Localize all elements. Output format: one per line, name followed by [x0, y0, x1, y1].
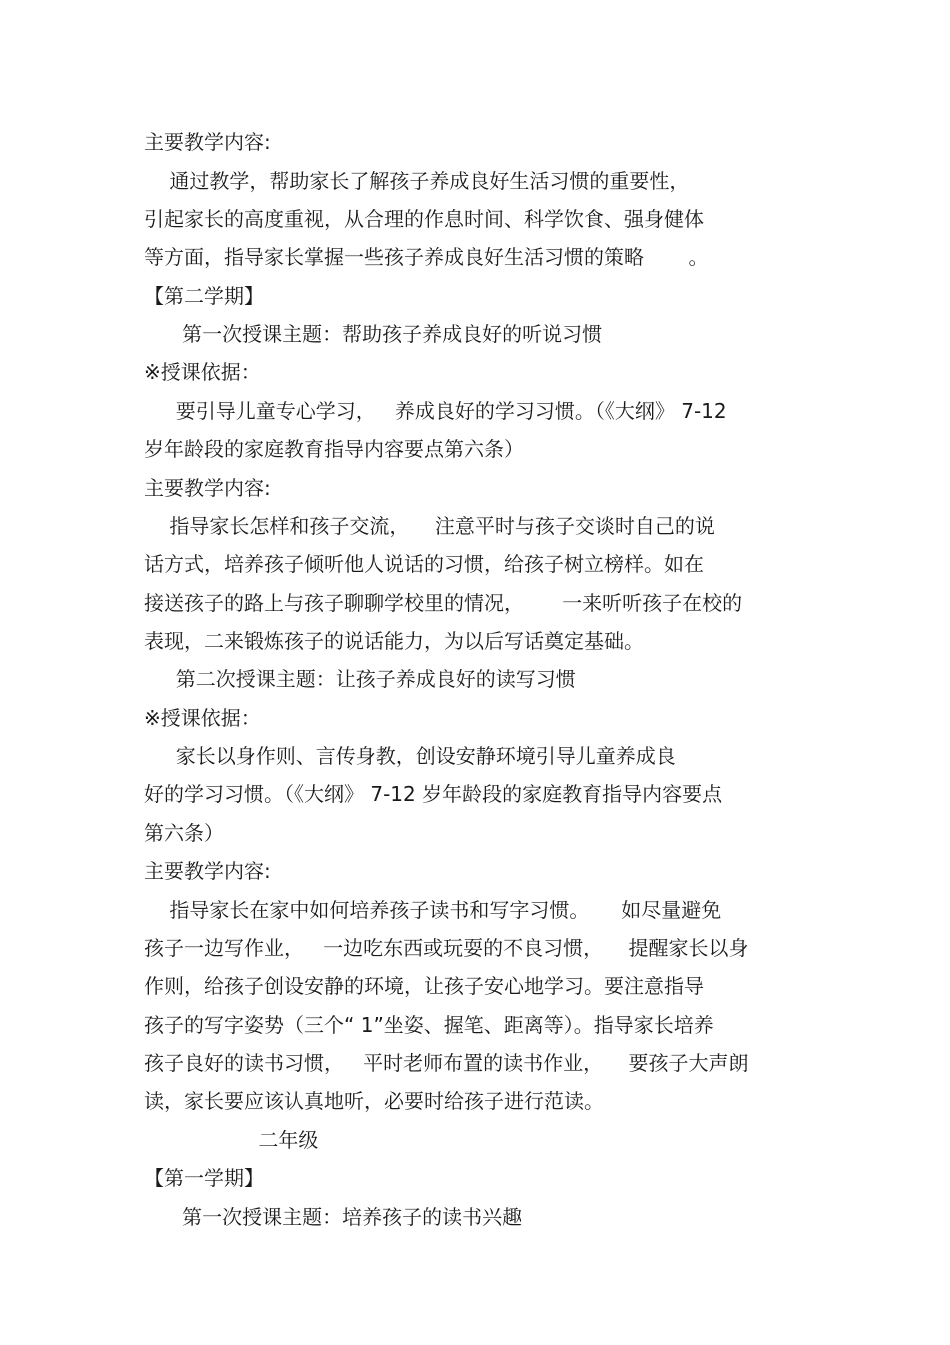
text-line: ※授课依据： — [144, 360, 261, 384]
text-line: 主要教学内容: — [144, 476, 271, 500]
text-line: 孩子的写字姿势（三个“ 1”坐姿、握笔、距离等）。指导家长培养 — [144, 1013, 714, 1037]
text-line: ※授课依据： — [144, 706, 261, 730]
text-line: 指导家长怎样和孩子交流， 注意平时与孩子交谈时自己的说 — [144, 514, 715, 538]
text-line: 岁年龄段的家庭教育指导内容要点第六条） — [144, 437, 524, 461]
lesson-topic: 第一次授课主题：帮助孩子养成良好的听说习惯 — [144, 322, 603, 346]
text-line: 接送孩子的路上与孩子聊聊学校里的情况， 一来听听孩子在校的 — [144, 591, 743, 615]
text-line: 通过教学，帮助家长了解孩子养成良好生活习惯的重要性， — [144, 169, 690, 193]
text-line: 作则，给孩子创设安静的环境，让孩子安心地学习。要注意指导 — [144, 974, 704, 998]
text-line: 要引导儿童专心学习， 养成良好的学习习惯。（《大纲》 7-12 — [144, 399, 727, 423]
text-line: 引起家长的高度重视，从合理的作息时间、科学饮食、强身健体 — [144, 207, 704, 231]
text-line: 孩子良好的读书习惯， 平时老师布置的读书作业， 要孩子大声朗 — [144, 1051, 749, 1075]
section-heading: 【第二学期】 — [144, 284, 264, 308]
text-line: 读，家长要应该认真地听，必要时给孩子进行范读。 — [144, 1089, 604, 1113]
text-line: 主要教学内容: — [144, 130, 271, 154]
text-line: 家长以身作则、言传身教，创设安静环境引导儿童养成良 — [144, 744, 676, 768]
text-line: 指导家长在家中如何培养孩子读书和写字习惯。 如尽量避免 — [144, 898, 722, 922]
text-line: 话方式，培养孩子倾听他人说话的习惯，给孩子树立榜样。如在 — [144, 552, 704, 576]
text-line: 第六条） — [144, 821, 224, 845]
text-line: 表现，二来锻炼孩子的说话能力，为以后写话奠定基础。 — [144, 629, 644, 653]
section-heading: 【第一学期】 — [144, 1166, 264, 1190]
text-line: 好的学习习惯。（《大纲》 7-12 岁年龄段的家庭教育指导内容要点 — [144, 782, 723, 806]
grade-heading: 二年级 — [144, 1128, 319, 1152]
text-line: 主要教学内容: — [144, 859, 271, 883]
text-line: 等方面，指导家长掌握一些孩子养成良好生活习惯的策略 。 — [144, 245, 709, 269]
text-line: 孩子一边写作业， 一边吃东西或玩耍的不良习惯， 提醒家长以身 — [144, 936, 749, 960]
lesson-topic: 第二次授课主题：让孩子养成良好的读写习惯 — [144, 667, 576, 691]
lesson-topic: 第一次授课主题：培养孩子的读书兴趣 — [144, 1205, 523, 1229]
